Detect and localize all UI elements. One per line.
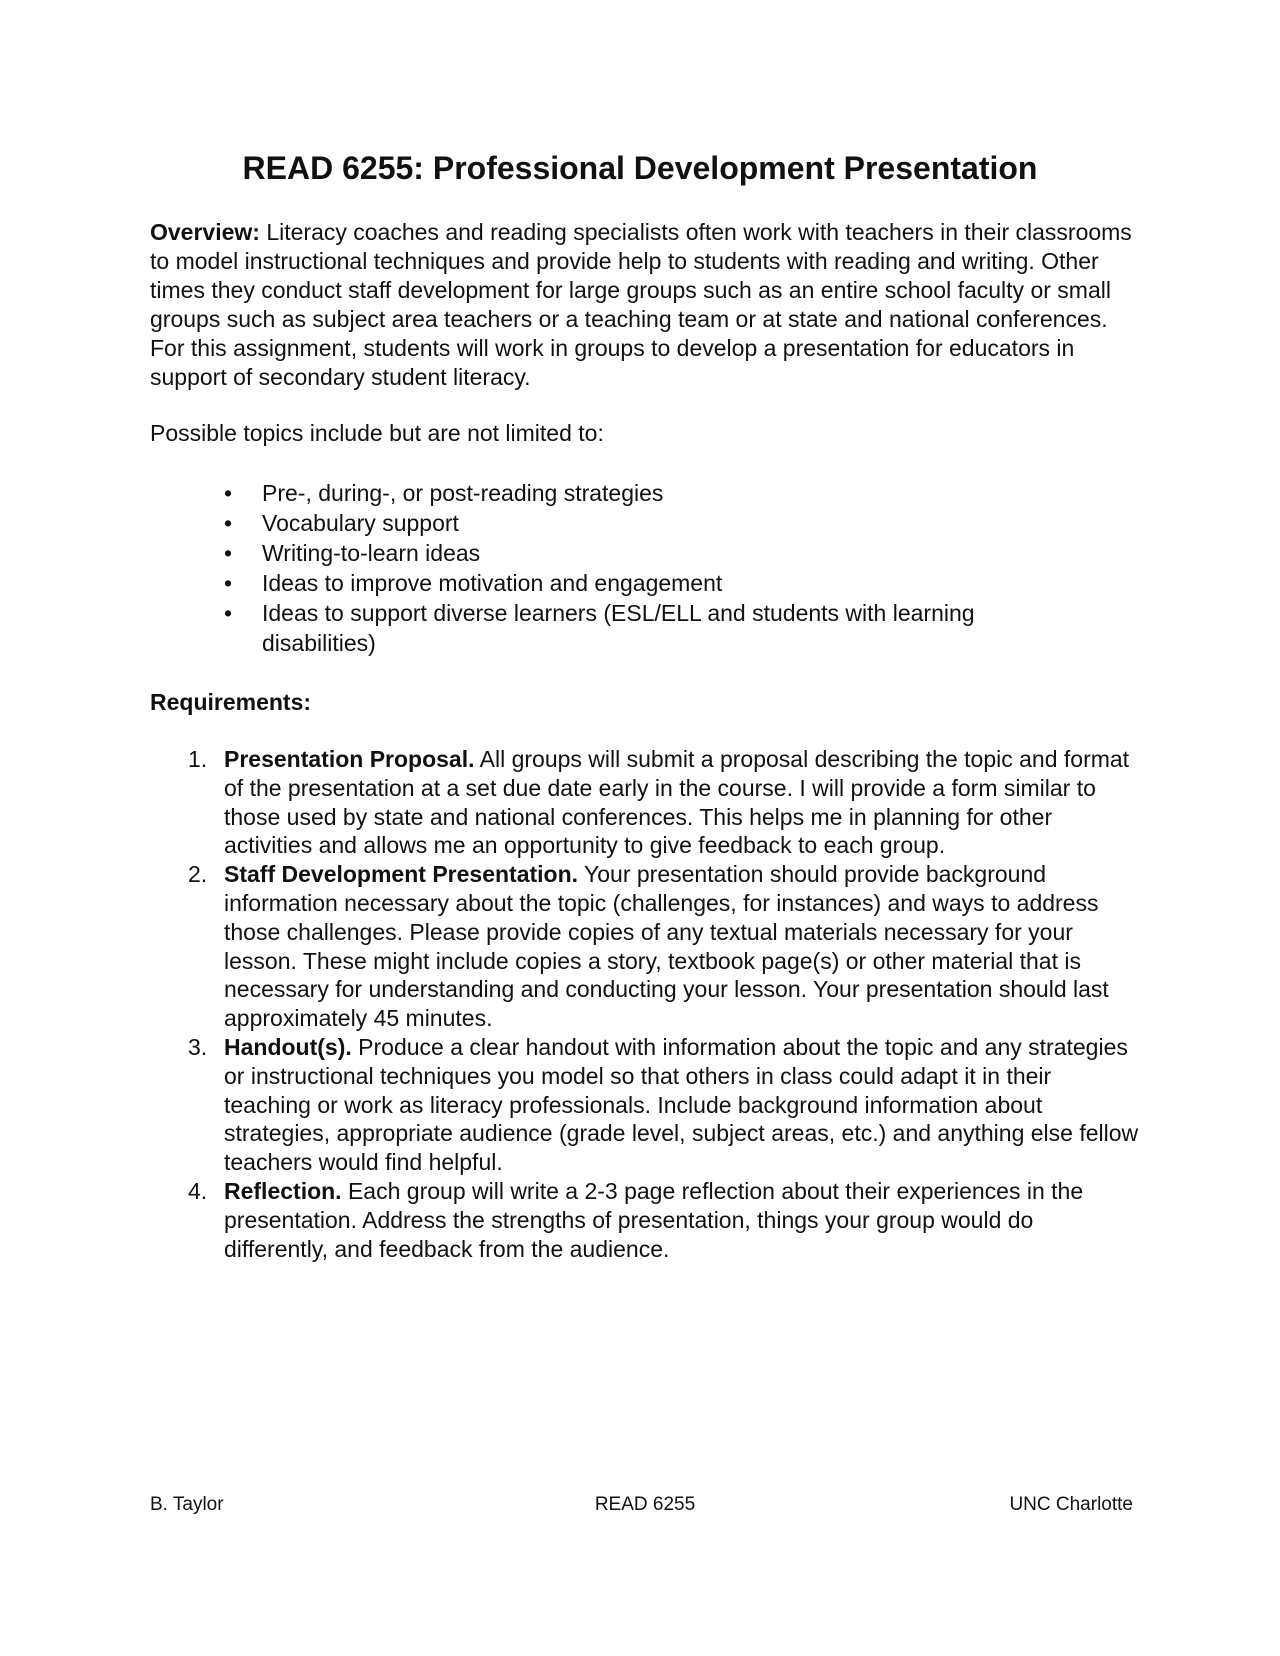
- requirement-lead: Presentation Proposal.: [224, 746, 475, 772]
- list-item: [150, 478, 1050, 508]
- bullet-icon: •: [224, 570, 233, 596]
- requirement-text: Produce a clear handout with information about the topic and any strategies or instructional techniques you model so that others in class could adapt it in their teaching or work as literacy professionals. Include background information about strategies, appropriate audience (grade level, subject areas, etc.) and anything else fellow teachers would find helpful.: [224, 1033, 1139, 1176]
- requirement-number: 4.: [188, 1177, 208, 1204]
- bullet-icon: •: [224, 480, 233, 506]
- list-item: [150, 598, 1050, 658]
- footer-course: READ 6255: [594, 1494, 696, 1515]
- bullet-icon: •: [224, 540, 233, 566]
- topics-list: [150, 478, 1050, 658]
- topic-text: Pre-, during-, or post-reading strategies: [262, 480, 664, 506]
- requirement-number: 2.: [188, 861, 208, 888]
- footer-institution: UNC Charlotte: [1009, 1494, 1133, 1515]
- bullet-icon: •: [224, 600, 233, 626]
- list-item: [150, 538, 1050, 568]
- requirement-text: Your presentation should provide background information necessary about the topic (challenges, for instances) and ways to address those challenges. Please provide copies of any textual materials necessary for your lesson. These might include copies a story, textbook page(s) or other material that is necessary for understanding and conducting your lesson. Your presentation should last approximately 45 minutes.: [224, 861, 1109, 1032]
- overview-paragraph: [150, 218, 1140, 392]
- requirement-number: 1.: [188, 746, 208, 772]
- requirement-text: Each group will write a 2-3 page reflection about their experiences in the presentation. Address the strengths of presentation, things your group would do differently, and feedback from the audience.: [224, 1177, 1084, 1262]
- topic-text: Vocabulary support: [262, 510, 459, 536]
- topic-text: Writing-to-learn ideas: [262, 540, 481, 566]
- page-title: READ 6255: Professional Development Presentation: [242, 150, 1038, 186]
- footer-author: B. Taylor: [150, 1494, 224, 1515]
- overview-label: Overview:: [150, 219, 260, 245]
- requirements-heading: Requirements:: [150, 689, 312, 715]
- topic-text: Ideas to improve motivation and engagement: [262, 570, 723, 596]
- requirement-item: [150, 1177, 1140, 1263]
- requirement-item: [150, 1033, 1140, 1177]
- requirement-lead: Reflection.: [224, 1177, 342, 1204]
- requirement-item: [150, 745, 1140, 860]
- list-item: [150, 508, 1050, 538]
- requirement-lead: Staff Development Presentation.: [224, 861, 579, 888]
- requirements-list: [150, 745, 1140, 1263]
- topic-text: Ideas to support diverse learners (ESL/ELL and students with learning disabilities): [262, 600, 975, 656]
- overview-text: Literacy coaches and reading specialists often work with teachers in their classrooms to model instructional techniques and provide help to students with reading and writing. Other times they conduct staff development for large groups such as an entire school faculty or small groups such as subject area teachers or a teaching team or at state and national conferences. For this assignment, students will work in groups to develop a presentation for educators in support of secondary student literacy.: [150, 219, 1132, 390]
- requirement-number: 3.: [188, 1033, 208, 1060]
- bullet-icon: •: [224, 510, 233, 536]
- requirement-lead: Handout(s).: [224, 1033, 352, 1060]
- list-item: [150, 568, 1050, 598]
- requirement-text: All groups will submit a proposal describing the topic and format of the presentation at a set due date early in the course. I will provide a form similar to those used by state and national conferences. This helps me in planning for other activities and allows me an opportunity to give feedback to each group.: [224, 746, 1130, 859]
- topics-intro: Possible topics include but are not limited to:: [150, 420, 604, 446]
- requirement-item: [150, 860, 1140, 1033]
